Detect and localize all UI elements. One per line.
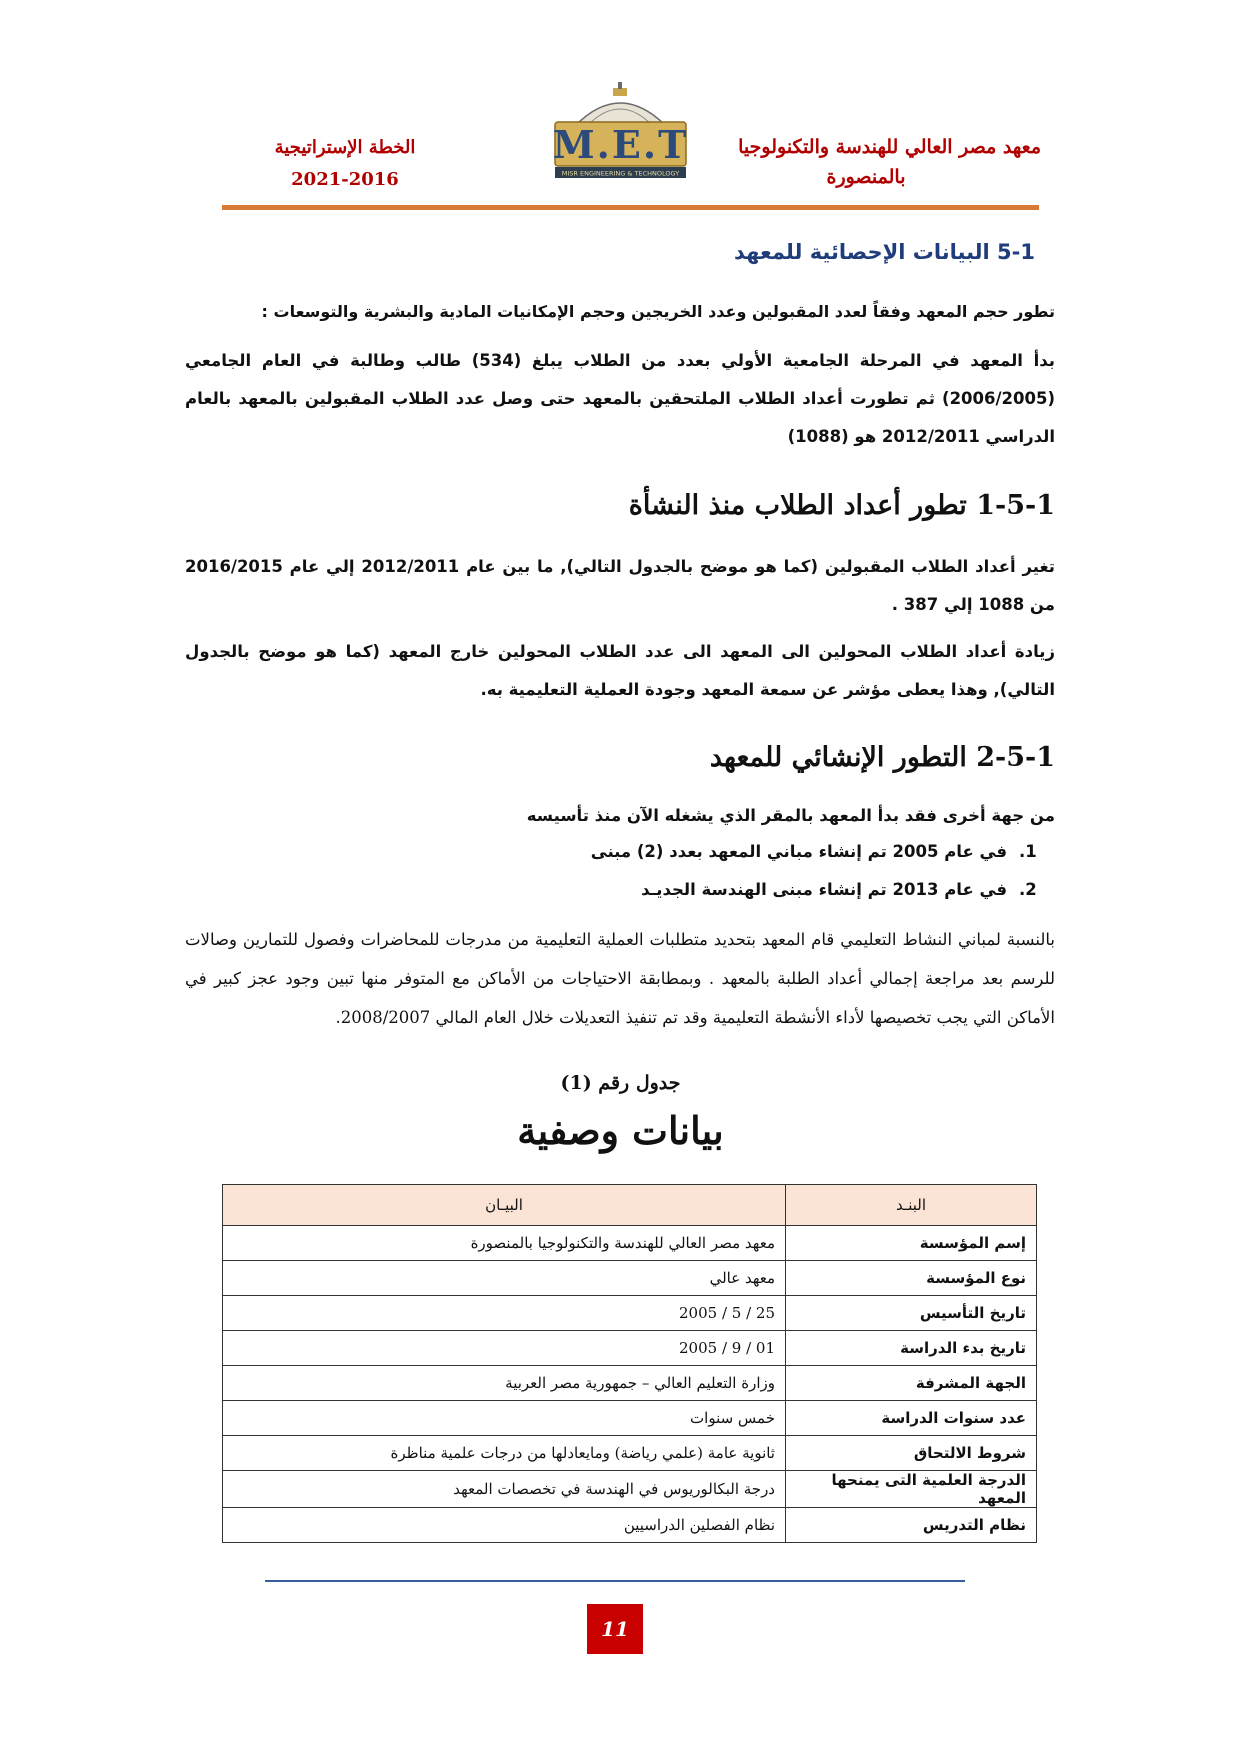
institute-name: معهد مصر العالي للهندسة والتكنولوجيا (738, 136, 1041, 158)
table-row (223, 1508, 1037, 1543)
table-row (223, 1366, 1037, 1401)
institute-logo (543, 82, 698, 182)
table-row (223, 1471, 1037, 1508)
column-header-item: البنـد (786, 1185, 1037, 1226)
row-item: الدرجة العلمية التى يمنحها المعهد (786, 1471, 1037, 1508)
section-title: 5-1 البيانات الإحصائية للمعهد (734, 240, 1035, 264)
row-item: الجهة المشرفة (786, 1366, 1037, 1401)
subsection-title-construction: 2-5-1 التطور الإنشائي للمعهد (709, 742, 1055, 773)
construction-list (235, 833, 1055, 909)
list-item-text: في عام 2005 تم إنشاء مباني المعهد بعدد (2) مبنى (590, 842, 1007, 861)
logo-subtitle: MISR ENGINEERING & TECHNOLOGY (561, 169, 680, 178)
row-value: معهد مصر العالي للهندسة والتكنولوجيا بالمنصورة (223, 1226, 786, 1261)
plan-years: 2021-2016 (291, 168, 399, 190)
students-paragraph-1: تغير أعداد الطلاب المقبولين (كما هو موضح بالجدول التالي), ما بين عام 2012/2011 إلي عام 2016/2015 من 1088 إلي 387 . (185, 557, 1056, 614)
header-plan (240, 132, 450, 195)
page-number: 11 (587, 1604, 643, 1654)
row-value: 01 / 9 / 2005 (223, 1331, 786, 1366)
table-row (223, 1261, 1037, 1296)
row-value: معهد عالي (223, 1261, 786, 1296)
row-item: نوع المؤسسة (786, 1261, 1037, 1296)
list-item-number: 1. (1019, 842, 1037, 861)
construction-paragraph: بالنسبة لمباني النشاط التعليمي قام المعهد بتحديد متطلبات العملية التعليمية من مدرجات للمحاضرات وفصول للتمارين وصالات للرسم بعد مراجعة إجمالي أعداد الطلبة بالمعهد . وبمطابقة الاحتياجات من الأماكن مع المتوفر منها تبين وجود عجز كبير في الأماكن التي يجب تخصيصها لأداء الأنشطة التعليمية وقد تم تنفيذ التعديلات خلال العام المالي 2008/2007. (185, 930, 1055, 1027)
table-title: بيانات وصفية (517, 1108, 724, 1153)
row-item: شروط الالتحاق (786, 1436, 1037, 1471)
row-value: 25 / 5 / 2005 (223, 1296, 786, 1331)
row-item: تاريخ بدء الدراسة (786, 1331, 1037, 1366)
row-item: عدد سنوات الدراسة (786, 1401, 1037, 1436)
row-value: درجة البكالوريوس في الهندسة في تخصصات المعهد (223, 1471, 786, 1508)
section-paragraph: بدأ المعهد في المرحلة الجامعية الأولي بعدد من الطلاب يبلغ (534) طالب وطالبة في العام الجامعي (2006/2005) ثم تطورت أعداد الطلاب الملتحقين بالمعهد حتى وصل عدد الطلاب المقبولين بالمعهد بالعام الدراسي 2012/2011 هو (1088) (185, 351, 1055, 446)
table-row (223, 1296, 1037, 1331)
logo-letters: M.E.T (552, 122, 689, 167)
row-item: تاريخ التأسيس (786, 1296, 1037, 1331)
list-item (235, 833, 1045, 871)
row-value: نظام الفصلين الدراسيين (223, 1508, 786, 1543)
row-item: إسم المؤسسة (786, 1226, 1037, 1261)
institute-city: بالمنصورة (826, 166, 906, 189)
row-value: ثانوية عامة (علمي رياضة) ومايعادلها من درجات علمية مناظرة (223, 1436, 786, 1471)
subsection-title-students: 1-5-1 تطور أعداد الطلاب منذ النشأة (628, 490, 1055, 521)
table-caption: جدول رقم (1) (560, 1072, 681, 1094)
descriptive-data-table (222, 1184, 1037, 1543)
table-row (223, 1401, 1037, 1436)
plan-title: الخطة الإستراتيجية (274, 137, 416, 158)
table-row (223, 1436, 1037, 1471)
row-item: نظام التدريس (786, 1508, 1037, 1543)
table-row (223, 1331, 1037, 1366)
list-item (235, 871, 1045, 909)
header-divider (222, 205, 1039, 210)
row-value: وزارة التعليم العالي – جمهورية مصر العربية (223, 1366, 786, 1401)
section-intro: تطور حجم المعهد وفقاً لعدد المقبولين وعدد الخريجين وحجم الإمكانيات المادية والبشرية والتوسعات : (261, 302, 1055, 321)
table-header-row (223, 1185, 1037, 1226)
list-item-number: 2. (1019, 880, 1037, 899)
column-header-value: البيـان (223, 1185, 786, 1226)
row-value: خمس سنوات (223, 1401, 786, 1436)
footer-divider (265, 1580, 965, 1582)
students-paragraph-2: زيادة أعداد الطلاب المحولين الى المعهد الى عدد الطلاب المحولين خارج المعهد (كما هو موضح بالجدول التالي), وهذا يعطى مؤشر عن سمعة المعهد وجودة العملية التعليمية به. (185, 642, 1055, 699)
construction-intro: من جهة أخرى فقد بدأ المعهد بالمقر الذي يشغله الآن منذ تأسيسه (526, 806, 1055, 825)
header-institute (691, 132, 1041, 193)
list-item-text: في عام 2013 تم إنشاء مبنى الهندسة الجديـد (641, 880, 1007, 899)
table-row (223, 1226, 1037, 1261)
